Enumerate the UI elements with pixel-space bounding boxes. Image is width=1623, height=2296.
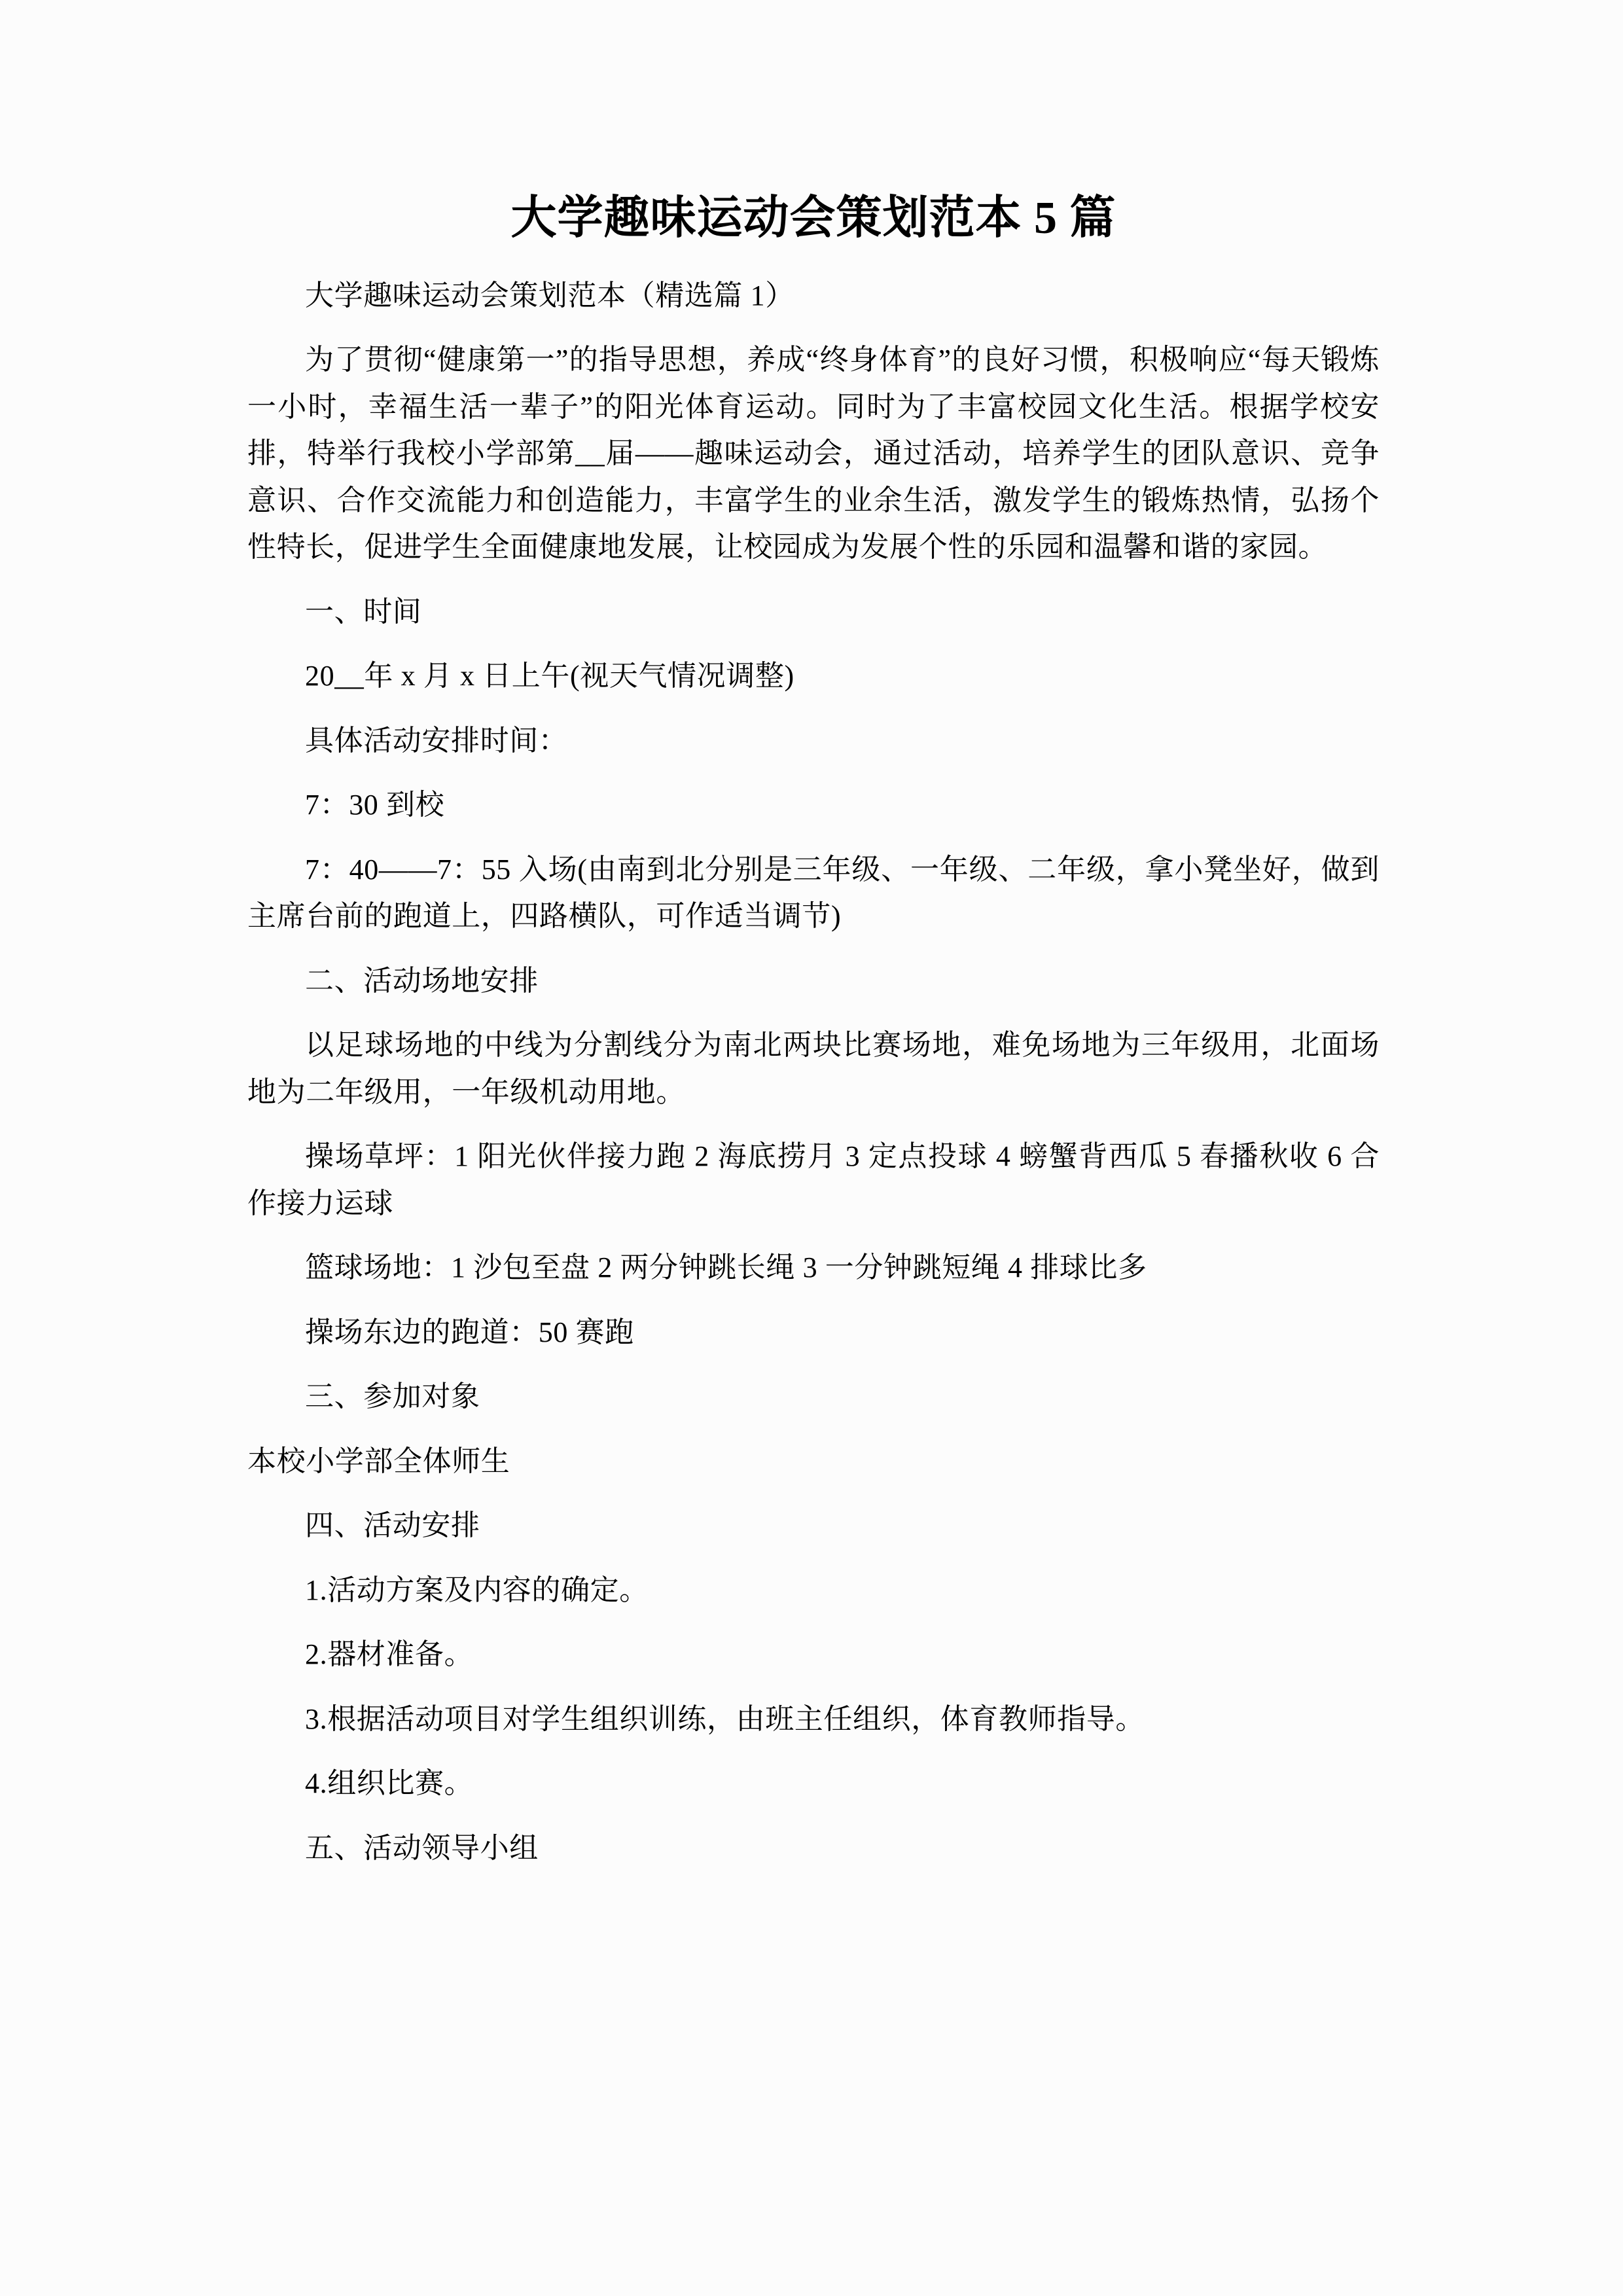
schedule-item-2: 7：40——7：55 入场(由南到北分别是三年级、一年级、二年级，拿小凳坐好，做到主席台前的跑道上，四路横队，可作适当调节) [247, 853, 1380, 932]
paragraph-venue-track: 操场东边的跑道：50 赛跑 [305, 1316, 634, 1348]
page-title: 大学趣味运动会策划范本 5 篇 [510, 193, 1116, 243]
paragraph-venue: 以足球场地的中线为分割线分为南北两块比赛场地，难免场地为三年级用，北面场地为二年级用，一年级机动用地。 [247, 1029, 1380, 1108]
paragraph-intro: 为了贯彻“健康第一”的指导思想，养成“终身体育”的良好习惯，积极响应“每天锻炼一小时，幸福生活一辈子”的阳光体育运动。同时为了丰富校园文化生活。根据学校安排，特举行我校小学部第__届——趣味运动会，通过活动，培养学生的团队意识、竞争意识、合作交流能力和创造能力，丰富学生的业余生活，激发学生的锻炼热情，弘扬个性特长，促进学生全面健康地发展，让校园成为发展个性的乐园和温馨和谐的家园。 [247, 344, 1380, 563]
heading-section-4: 四、活动安排 [305, 1509, 480, 1541]
heading-schedule: 具体活动安排时间： [305, 724, 568, 757]
heading-section-3: 三、参加对象 [305, 1380, 480, 1412]
arrangement-item-1: 1.活动方案及内容的确定。 [305, 1573, 649, 1606]
arrangement-item-3: 3.根据活动项目对学生组织训练，由班主任组织，体育教师指导。 [305, 1702, 1145, 1735]
heading-section-5: 五、活动领导小组 [305, 1831, 539, 1864]
document-body [247, 0, 1380, 1871]
paragraph-venue-lawn: 操场草坪：1 阳光伙伴接力跑 2 海底捞月 3 定点投球 4 螃蟹背西瓜 5 春播秋收 6 合作接力运球 [247, 1140, 1380, 1219]
arrangement-item-4: 4.组织比赛。 [305, 1767, 474, 1799]
schedule-item-1: 7：30 到校 [305, 789, 445, 821]
document-subtitle: 大学趣味运动会策划范本（精选篇 1） [305, 279, 794, 312]
paragraph-date-line: 20__年 x 月 x 日上午(视天气情况调整) [305, 660, 794, 692]
heading-section-1: 一、时间 [305, 595, 422, 628]
heading-section-2: 二、活动场地安排 [305, 964, 539, 997]
paragraph-venue-basketball: 篮球场地：1 沙包至盘 2 两分钟跳长绳 3 一分钟跳短绳 4 排球比多 [305, 1251, 1147, 1283]
paragraph-participants: 本校小学部全体师生 [247, 1444, 510, 1477]
arrangement-item-2: 2.器材准备。 [305, 1638, 474, 1670]
